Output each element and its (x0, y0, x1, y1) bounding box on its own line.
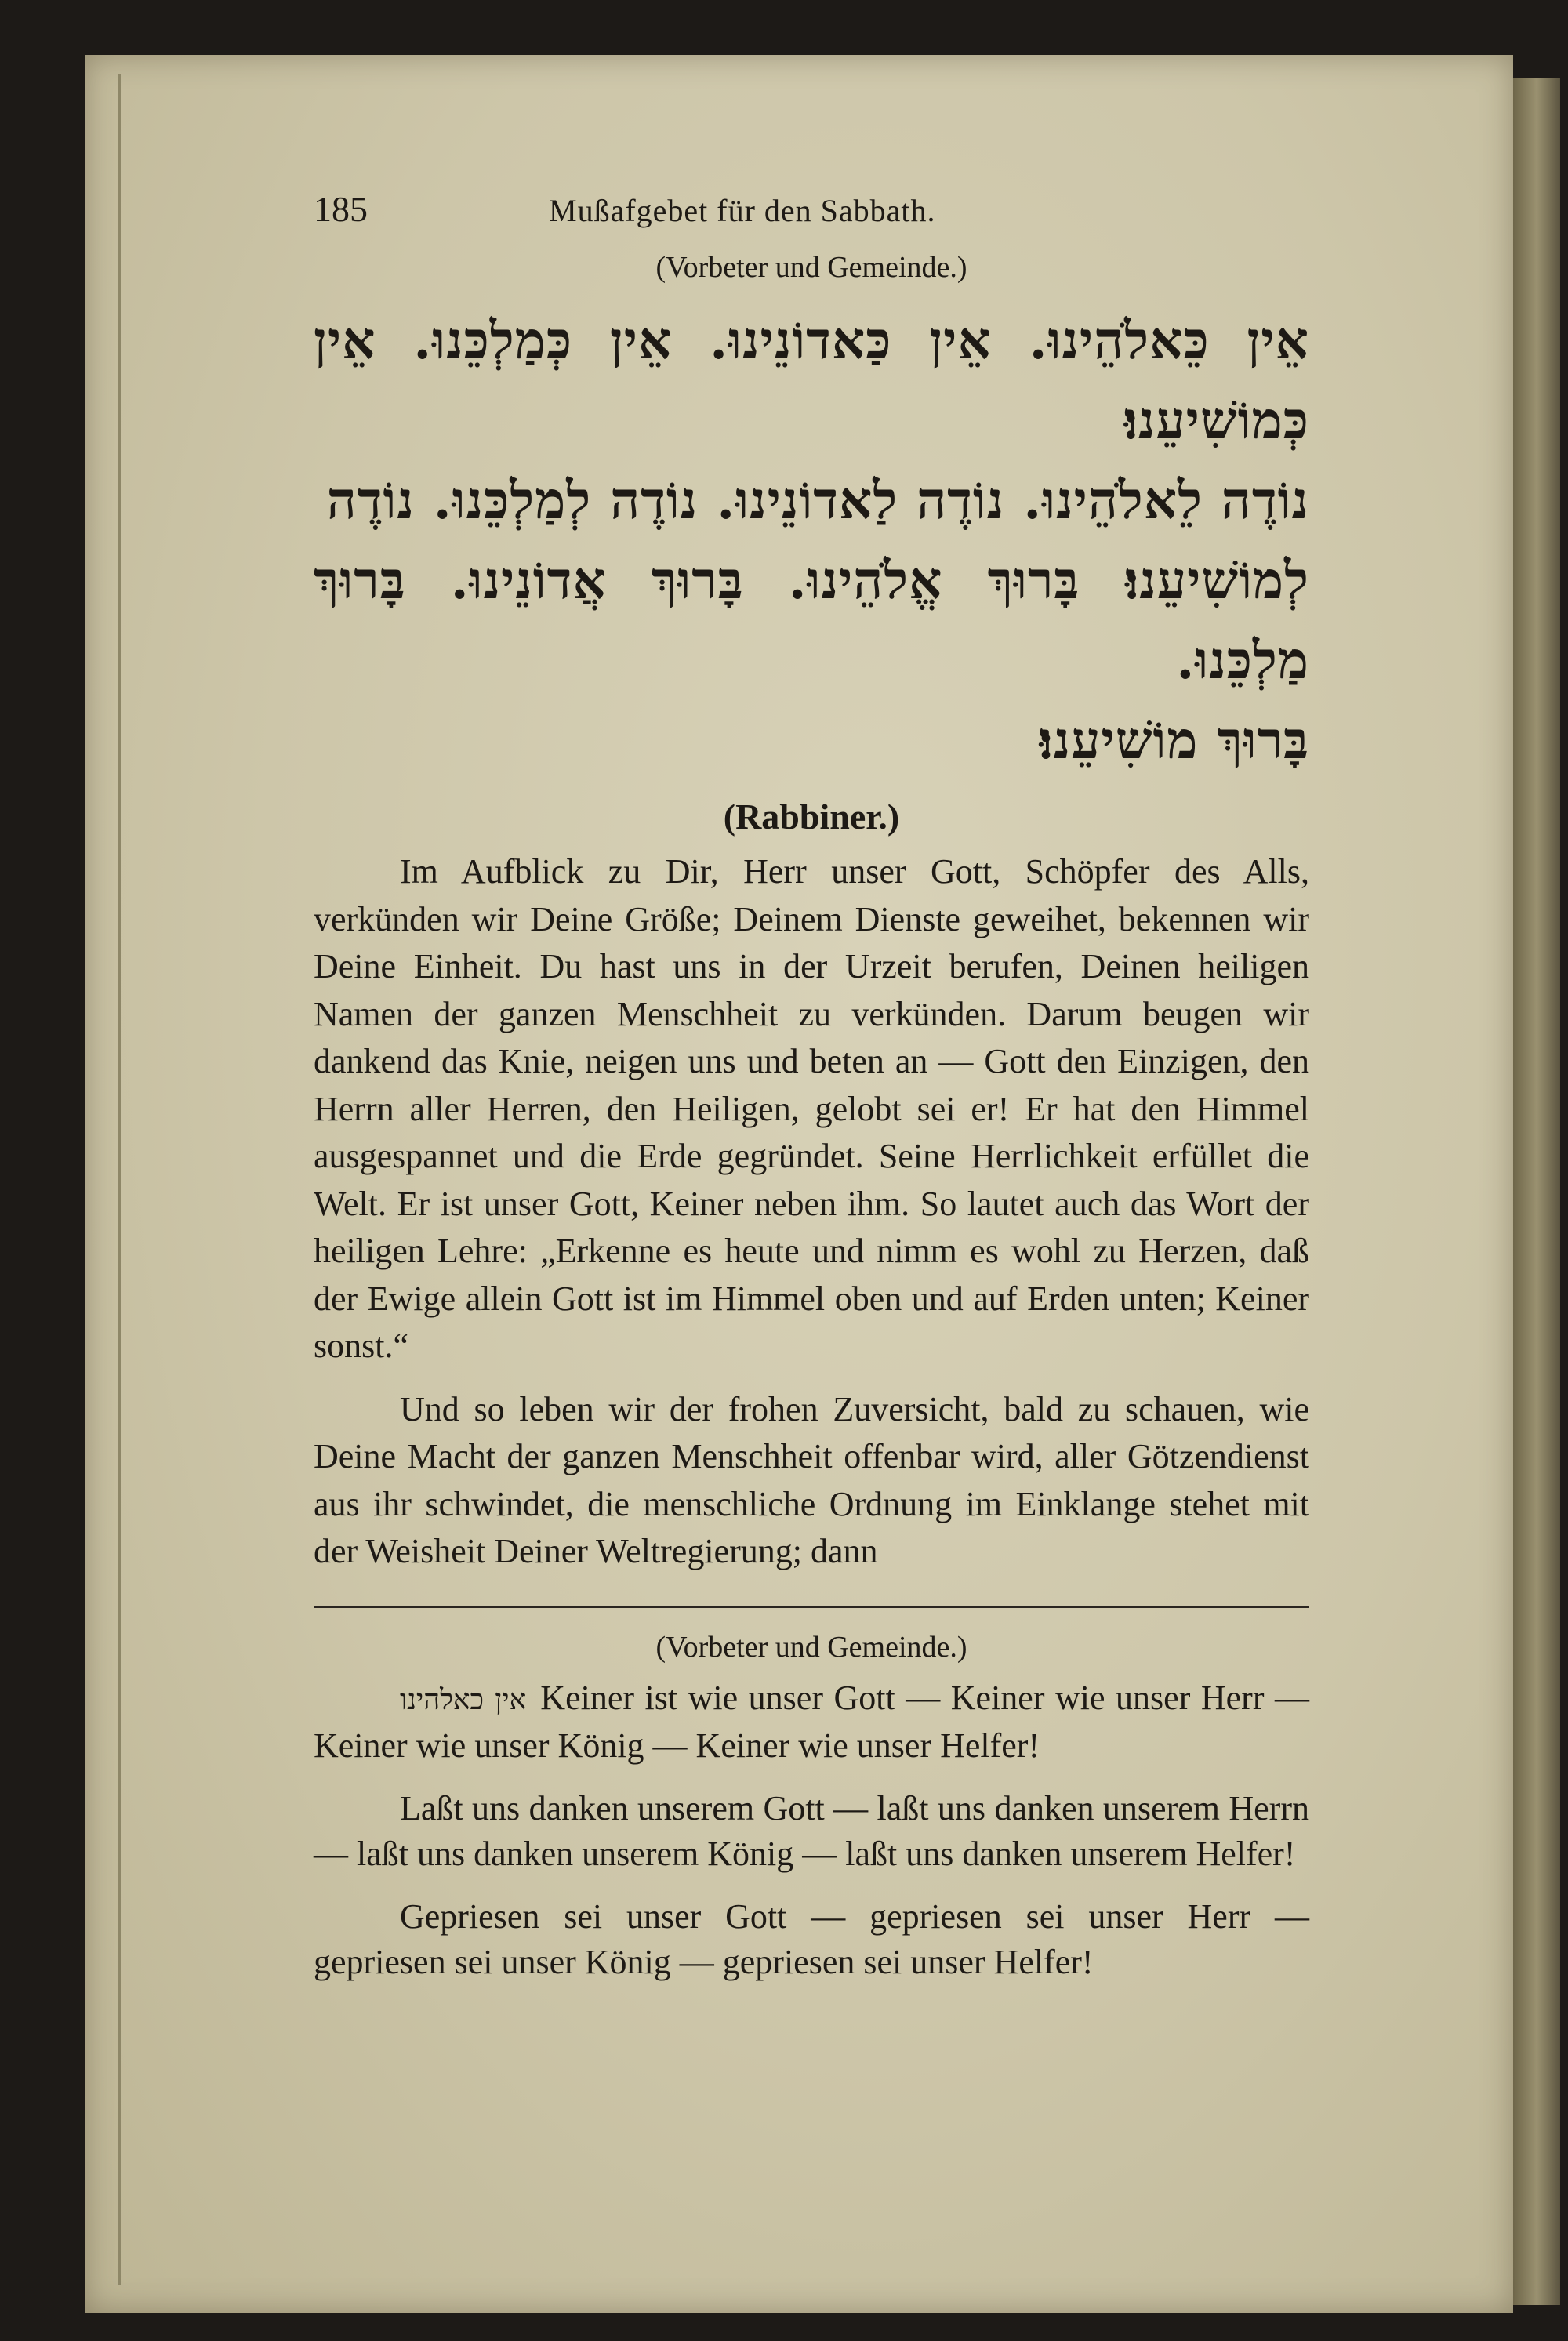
speaker-heading: (Rabbiner.) (723, 797, 900, 837)
hebrew-prayer-text (314, 300, 1309, 780)
footnote-translation (314, 1675, 1309, 1985)
section-caption: (Vorbeter und Gemeinde.) (655, 251, 967, 284)
hebrew-line: נוֹדֶה לֵאלֹהֵינוּ. נוֹדֶה לַאדוֹנֵינוּ. נוֹדֶה לְמַלְכֵּנוּ. נוֹדֶה (326, 470, 1309, 531)
paragraph: Gepriesen sei unser Gott — gepriesen sei unser Herr — gepriesen sei unser König — gepriesen sei unser Helfer! (314, 1896, 1309, 1981)
page-edges (1513, 78, 1560, 2305)
hebrew-line: לְמוֹשִׁיעֵנוּ׃ בָּרוּךְ אֱלֹהֵינוּ. בָּרוּךְ אֲדוֹנֵינוּ. בָּרוּךְ מַלְכֵּנוּ. (314, 550, 1309, 691)
running-title: Mußafgebet für den Sabbath. (549, 193, 936, 228)
hebrew-line: בָּרוּךְ מוֹשִׁיעֵנוּ׃ (1038, 710, 1309, 771)
hebrew-line: אֵין כֵּאלֹהֵינוּ. אֵין כַּאדוֹנֵינוּ. אֵין כְּמַלְכֵּנוּ. אֵין כְּמוֹשִׁיעֵנוּ׃ (314, 310, 1309, 451)
paragraph: Und so leben wir der frohen Zuversicht, bald zu schauen, wie Deine Macht der ganzen Menschheit offenbar wird, aller Götzendienst aus ihr schwindet, die menschliche Ordnung im Einklange stehet mit der Weisheit Deiner Weltregierung; dann (314, 1389, 1309, 1570)
footnote-caption: (Vorbeter und Gemeinde.) (655, 1630, 967, 1664)
paragraph-text: Keiner ist wie unser Gott — Keiner wie unser Herr — Keiner wie unser König — Keiner wie unser Helfer! (314, 1678, 1310, 1765)
paragraph: Laßt uns danken unserem Gott — laßt uns danken unserem Herrn — laßt uns danken unserem König — laßt uns danken unserem Helfer! (314, 1788, 1309, 1873)
paragraph: Im Aufblick zu Dir, Herr unser Gott, Schöpfer des Alls, verkünden wir Deine Größe; Deinem Dienste geweihet, bekennen wir Deine Einheit. Du hast uns in der Urzeit berufen, Deinen heiligen Namen der ganzen Menschheit zu verkünden. Darum beugen wir dankend das Knie, neigen uns und beten an — Gott den Einzigen, den Herrn aller Herren, den Heiligen, gelobt sei er! Er hat den Himmel ausgespannet und die Erde gegründet. Seine Herrlichkeit erfüllet die Welt. Er ist unser Gott, Keiner neben ihm. So lautet auch das Wort der heiligen Lehre: „Erkenne es heute und nimm es wohl zu Herzen, daß der Ewige allein Gott ist im Himmel oben und auf Erden unten; Keiner sonst.“ (314, 852, 1309, 1365)
hebrew-reference: אין כאלהינו (400, 1683, 527, 1716)
paragraph (314, 1675, 1309, 1769)
main-prose (314, 848, 1309, 1576)
page-gutter (118, 74, 121, 2285)
footnote-divider (314, 1606, 1309, 1608)
page-number: 185 (314, 189, 368, 229)
running-header (314, 188, 1309, 230)
page-content (314, 188, 1309, 1985)
